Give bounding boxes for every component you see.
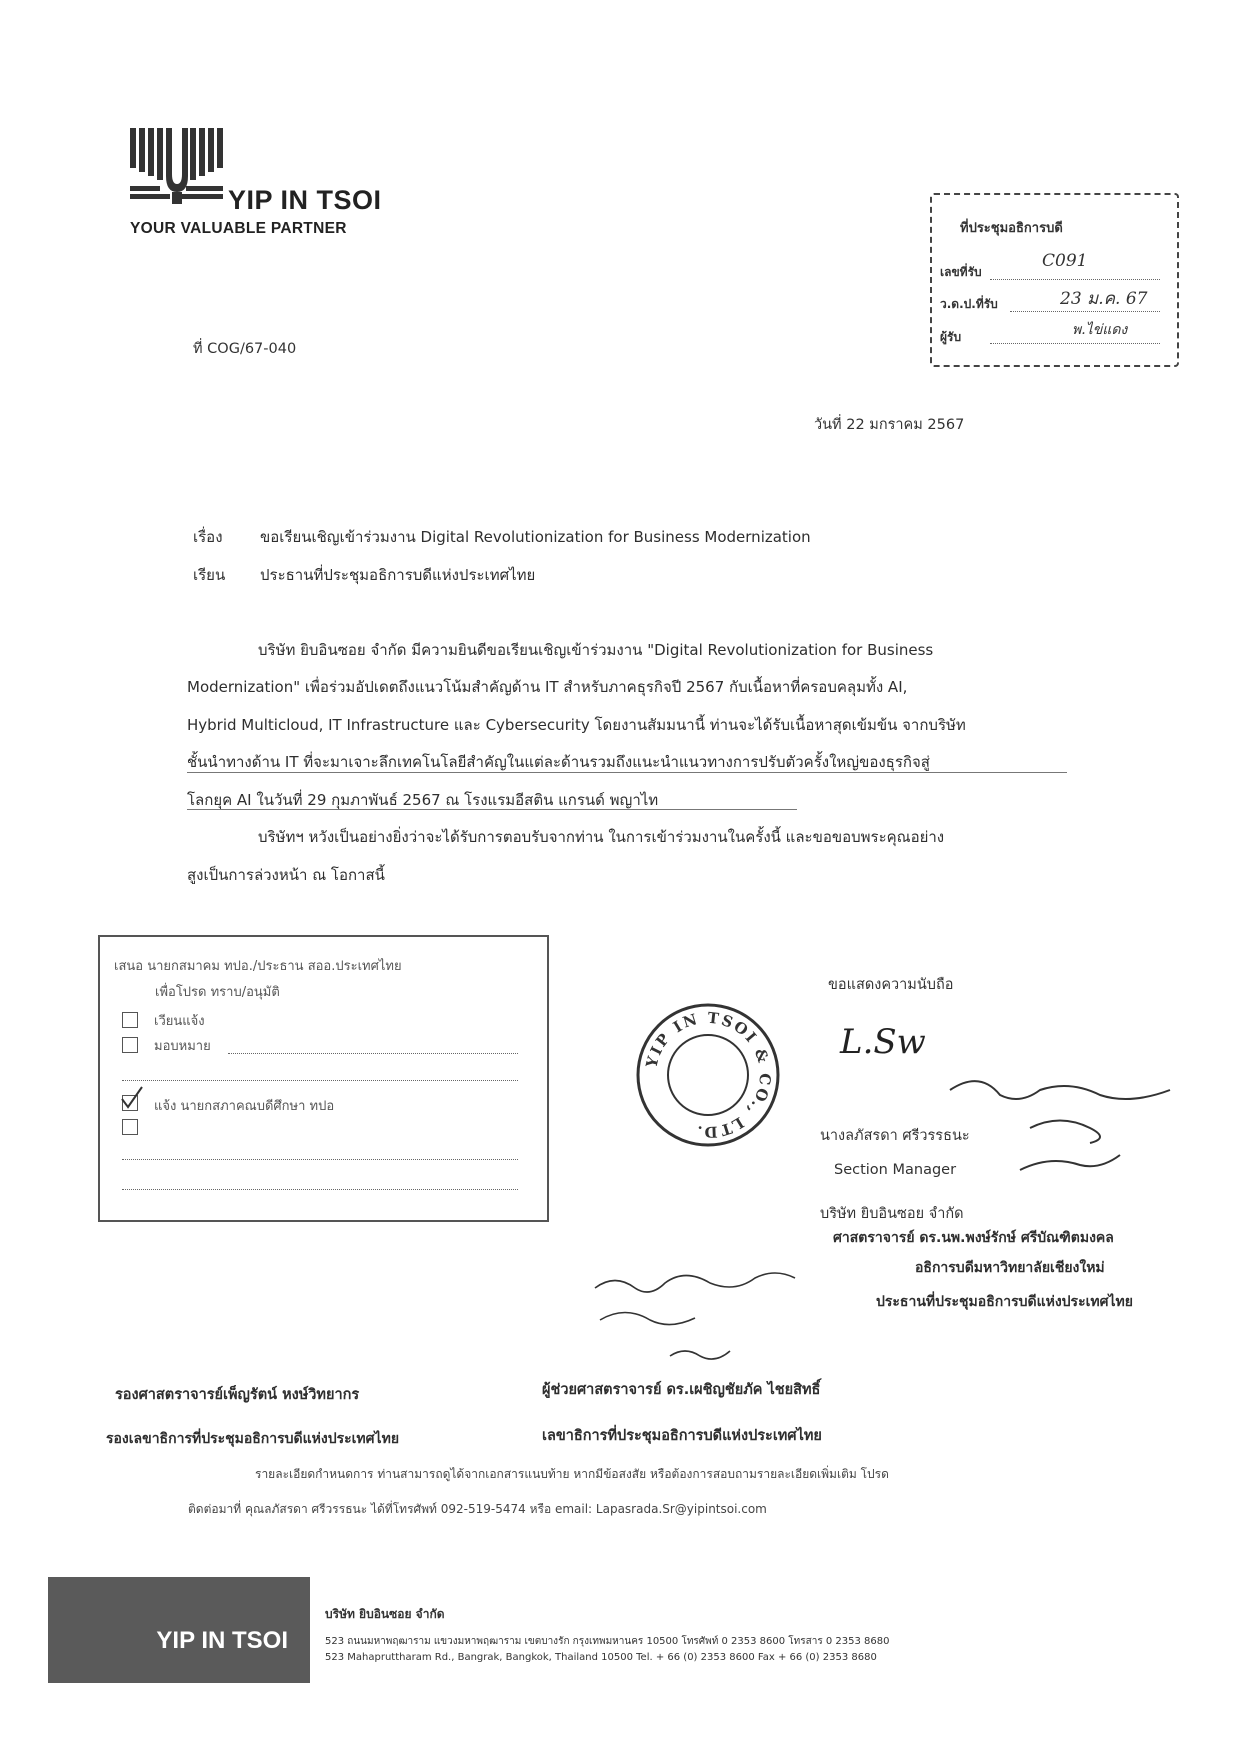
company-name-logo: YIP IN TSOI — [228, 185, 382, 215]
stamp-title: ที่ประชุมอธิการบดี — [960, 221, 1063, 236]
paragraph2-line: บริษัทฯ หวังเป็นอย่างยิ่งว่าจะได้รับการตอบรับจากท่าน ในการเข้าร่วมงานในครั้งนี้ และขอขอบพระคุณอย่าง — [258, 828, 945, 846]
checkbox-option2 — [122, 1037, 138, 1053]
routing-option2: มอบหมาย — [154, 1039, 211, 1054]
note-line1: รายละเอียดกำหนดการ ท่านสามารถดูได้จากเอกสารแนบท้าย หากมีข้อสงสัย หรือต้องการสอบถามรายละเอียดเพิ่มเติม โปรด — [255, 1467, 889, 1481]
stamp-row2-line — [1010, 311, 1160, 312]
stamp-row1-line — [990, 279, 1160, 280]
stamp-row3-value: พ.ไข่แดง — [1072, 322, 1128, 338]
document-date: วันที่ 22 มกราคม 2567 — [814, 417, 965, 433]
signature-mark: L.Sw — [840, 1022, 926, 1062]
signer-name: นางลภัสรดา ศรีวรรธนะ — [820, 1128, 970, 1144]
stamp-row1-value: C091 — [1042, 251, 1088, 271]
mid-signer-title: เลขาธิการที่ประชุมอธิการบดีแห่งประเทศไทย — [542, 1428, 822, 1444]
mid-signer-name: ผู้ช่วยศาสตราจารย์ ดร.เผชิญชัยภัค ไชยสิทธิ์ — [542, 1382, 821, 1398]
routing-dotline — [122, 1080, 518, 1081]
stamp-row3-line — [990, 343, 1160, 344]
seal-text: YIP IN TSOI & CO., LTD. — [642, 1008, 775, 1142]
closing-text: ขอแสดงความนับถือ — [828, 977, 954, 993]
checkbox-option1 — [122, 1012, 138, 1028]
handwritten-underline — [187, 772, 1067, 773]
subject-label: เรื่อง — [193, 528, 223, 546]
to-text: ประธานที่ประชุมอธิการบดีแห่งประเทศไทย — [260, 566, 536, 584]
left-signer-title: รองเลขาธิการที่ประชุมอธิการบดีแห่งประเทศไทย — [106, 1431, 400, 1447]
note-line2: ติดต่อมาที่ คุณลภัสรดา ศรีวรรธนะ ได้ที่โทรศัพท์ 092-519-5474 หรือ email: Lapasrada.Sr@yipintsoi.com — [188, 1502, 767, 1516]
subject-text: ขอเรียนเชิญเข้าร่วมงาน Digital Revolutionization for Business Modernization — [260, 528, 811, 546]
stamp-row2-value: 23 ม.ค. 67 — [1060, 289, 1148, 309]
checkmark-icon — [118, 1085, 144, 1111]
paragraph1-line: ชั้นนำทางด้าน IT ที่จะมาเจาะลึกเทคโนโลยีสำคัญในแต่ละด้านรวมถึงแนะนำแนวทางการปรับตัวครั้งใหญ่ของธุรกิจสู่ — [187, 753, 930, 771]
to-label: เรียน — [193, 566, 226, 584]
chair-name: ศาสตราจารย์ ดร.นพ.พงษ์รักษ์ ศรีบัณฑิตมงคล — [833, 1230, 1114, 1246]
company-seal-icon — [635, 1002, 781, 1148]
signer-title: Section Manager — [834, 1162, 957, 1178]
paragraph1-line: Modernization" เพื่อร่วมอัปเดตถึงแนวโน้มสำคัญด้าน IT สำหรับภาคธุรกิจปี 2567 กับเนื้อหาที่ครอบคลุมทั้ง AI, — [187, 678, 908, 696]
routing-dotline — [228, 1053, 518, 1054]
handwritten-annotation-icon — [590, 1258, 860, 1368]
company-tagline: YOUR VALUABLE PARTNER — [130, 220, 347, 237]
chair-title2: ประธานที่ประชุมอธิการบดีแห่งประเทศไทย — [876, 1294, 1133, 1310]
receiving-stamp — [930, 193, 1179, 367]
handwritten-note-icon — [940, 1070, 1190, 1190]
checkbox-option4 — [122, 1119, 138, 1135]
paragraph1-line: โลกยุค AI ในวันที่ 29 กุมภาพันธ์ 2567 ณ โรงแรมอีสติน แกรนด์ พญาไท — [187, 791, 659, 809]
paragraph2-line: สูงเป็นการล่วงหน้า ณ โอกาสนี้ — [187, 866, 385, 884]
footer-logo-text: YIP IN TSOI — [156, 1627, 288, 1654]
routing-option3: แจ้ง นายกสภาคณบดีศึกษา ทปอ — [154, 1099, 335, 1114]
routing-line1: เสนอ นายกสมาคม ทปอ./ประธาน สออ.ประเทศไทย — [114, 959, 402, 974]
chair-title1: อธิการบดีมหาวิทยาลัยเชียงใหม่ — [915, 1260, 1105, 1276]
footer-company-th: บริษัท ยิบอินซอย จำกัด — [325, 1607, 445, 1621]
routing-box — [98, 935, 549, 1222]
routing-option1: เวียนแจ้ง — [154, 1014, 205, 1029]
stamp-row1-label: เลขที่รับ — [940, 265, 982, 279]
footer-address-en: 523 Mahapruttharam Rd., Bangrak, Bangkok, Thailand 10500 Tel. + 66 (0) 2353 8600 Fax + 66 (0) 2353 8680 — [325, 1652, 877, 1663]
paragraph1-line: บริษัท ยิบอินซอย จำกัด มีความยินดีขอเรียนเชิญเข้าร่วมงาน "Digital Revolutionization for Business — [258, 641, 934, 659]
routing-dotline — [122, 1189, 518, 1190]
routing-line2: เพื่อโปรด ทราบ/อนุมัติ — [155, 985, 280, 1000]
document-reference: ที่ COG/67-040 — [193, 341, 297, 357]
signer-company: บริษัท ยิบอินซอย จำกัด — [820, 1206, 964, 1222]
footer-address-th: 523 ถนนมหาพฤฒาราม แขวงมหาพฤฒาราม เขตบางรัก กรุงเทพมหานคร 10500 โทรศัพท์ 0 2353 8600 โทรสาร 0 2353 8680 — [325, 1636, 890, 1647]
left-signer-name: รองศาสตราจารย์เพ็ญรัตน์ หงษ์วิทยากร — [115, 1387, 360, 1403]
svg-text:YIP IN TSOI & CO., LTD. — [642, 1009, 774, 1142]
stamp-row3-label: ผู้รับ — [940, 330, 962, 344]
company-logo-icon — [130, 128, 228, 204]
handwritten-underline — [187, 809, 797, 810]
stamp-row2-label: ว.ด.ป.ที่รับ — [940, 297, 998, 311]
routing-dotline — [122, 1159, 518, 1160]
footer-logo-box — [48, 1577, 310, 1683]
paragraph1-line: Hybrid Multicloud, IT Infrastructure และ Cybersecurity โดยงานสัมมนานี้ ท่านจะได้รับเนื้อหาสุดเข้มข้น จากบริษัท — [187, 716, 966, 734]
